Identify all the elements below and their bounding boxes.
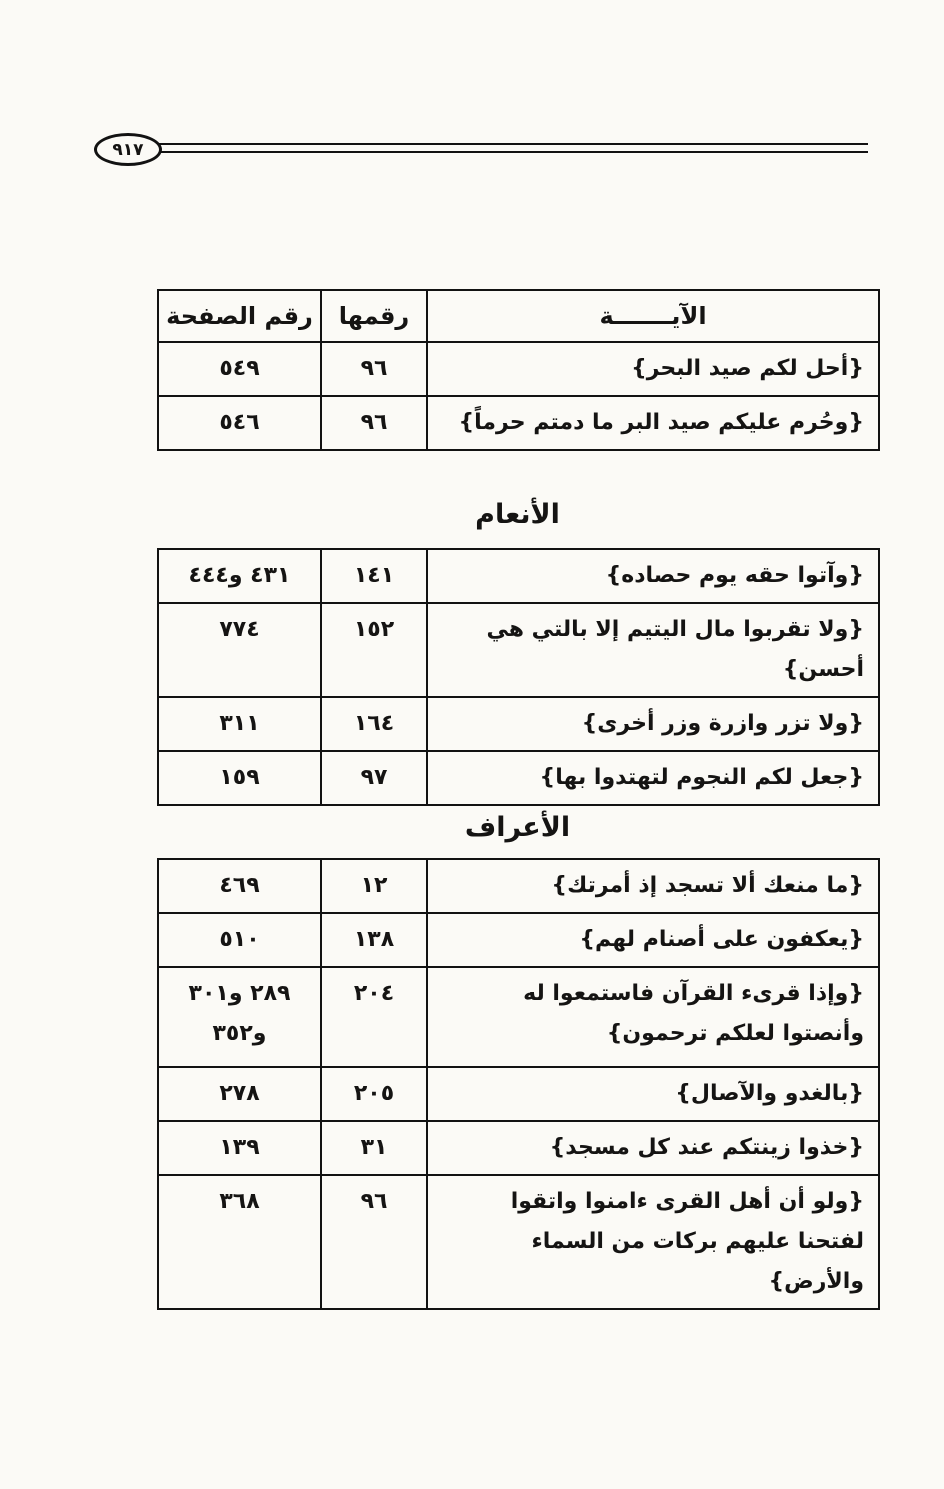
page-ref: ٥٤٩: [158, 342, 321, 396]
surah-heading-alanam: الأنعام: [475, 499, 560, 530]
verse-text: {أحل لكم صيد البحر}: [427, 342, 879, 396]
page-ref: ٤٦٩: [158, 859, 321, 913]
table-row: [158, 603, 879, 697]
page-number-badge: ٩١٧: [94, 133, 162, 166]
verse-text: {يعكفون على أصنام لهم}: [427, 913, 879, 967]
page-ref: ٥٤٦: [158, 396, 321, 450]
column-header-verse: الآيـــــــة: [427, 290, 879, 342]
surah-heading-alaraf: الأعراف: [464, 812, 571, 843]
verse-text: {وآتوا حقه يوم حصاده}: [427, 549, 879, 603]
verse-number: ٩٦: [321, 396, 427, 450]
page-ref: ٥١٠: [158, 913, 321, 967]
verse-number: ٣١: [321, 1121, 427, 1175]
verse-number: ٩٧: [321, 751, 427, 805]
column-header-page-number: رقم الصفحة: [158, 290, 321, 342]
verse-number: ٢٠٥: [321, 1067, 427, 1121]
table-row: [158, 342, 879, 396]
verse-text: {جعل لكم النجوم لتهتدوا بها}: [427, 751, 879, 805]
table-row: [158, 396, 879, 450]
verse-text: {وحُرم عليكم صيد البر ما دمتم حرماً}: [427, 396, 879, 450]
table-header-row: [158, 290, 879, 342]
table-row: [158, 913, 879, 967]
verse-number: ١٢: [321, 859, 427, 913]
table-row: [158, 1121, 879, 1175]
verse-text: {ولو أن أهل القرى ءامنوا واتقوا لفتحنا عليهم بركات من السماء والأرض}: [427, 1175, 879, 1309]
page-ref: ٢٧٨: [158, 1067, 321, 1121]
verse-text: {خذوا زينتكم عند كل مسجد}: [427, 1121, 879, 1175]
page-ref: ٢٨٩ و٣٠١ و٣٥٢: [158, 967, 321, 1067]
page-ref: ٣٦٨: [158, 1175, 321, 1309]
table-row: [158, 751, 879, 805]
verse-number: ٢٠٤: [321, 967, 427, 1067]
column-header-verse-number: رقمها: [321, 290, 427, 342]
verse-text: {ولا تزر وازرة وزر أخرى}: [427, 697, 879, 751]
verse-index-table-1: [157, 289, 878, 451]
verse-index-table-2: [157, 548, 878, 806]
page-ref: ١٥٩: [158, 751, 321, 805]
page-ref: ٧٧٤: [158, 603, 321, 697]
page-ref: ١٣٩: [158, 1121, 321, 1175]
verse-text: {بالغدو والآصال}: [427, 1067, 879, 1121]
verse-number: ١٣٨: [321, 913, 427, 967]
table-row: [158, 967, 879, 1067]
verse-number: ١٦٤: [321, 697, 427, 751]
verse-text: {ما منعك ألا تسجد إذ أمرتك}: [427, 859, 879, 913]
page-ref: ٣١١: [158, 697, 321, 751]
table-row: [158, 1175, 879, 1309]
table-row: [158, 549, 879, 603]
verse-number: ٩٦: [321, 1175, 427, 1309]
verse-number: ٩٦: [321, 342, 427, 396]
verse-text: {ولا تقربوا مال اليتيم إلا بالتي هي أحسن}: [427, 603, 879, 697]
verse-text: {وإذا قرىء القرآن فاستمعوا له وأنصتوا لعلكم ترحمون}: [427, 967, 879, 1067]
verse-number: ١٥٢: [321, 603, 427, 697]
table-row: [158, 1067, 879, 1121]
table-row: [158, 697, 879, 751]
verse-number: ١٤١: [321, 549, 427, 603]
table-row: [158, 859, 879, 913]
page-ref: ٤٣١ و٤٤٤: [158, 549, 321, 603]
header-double-rule: [155, 143, 868, 153]
verse-index-table-3: [157, 858, 878, 1310]
